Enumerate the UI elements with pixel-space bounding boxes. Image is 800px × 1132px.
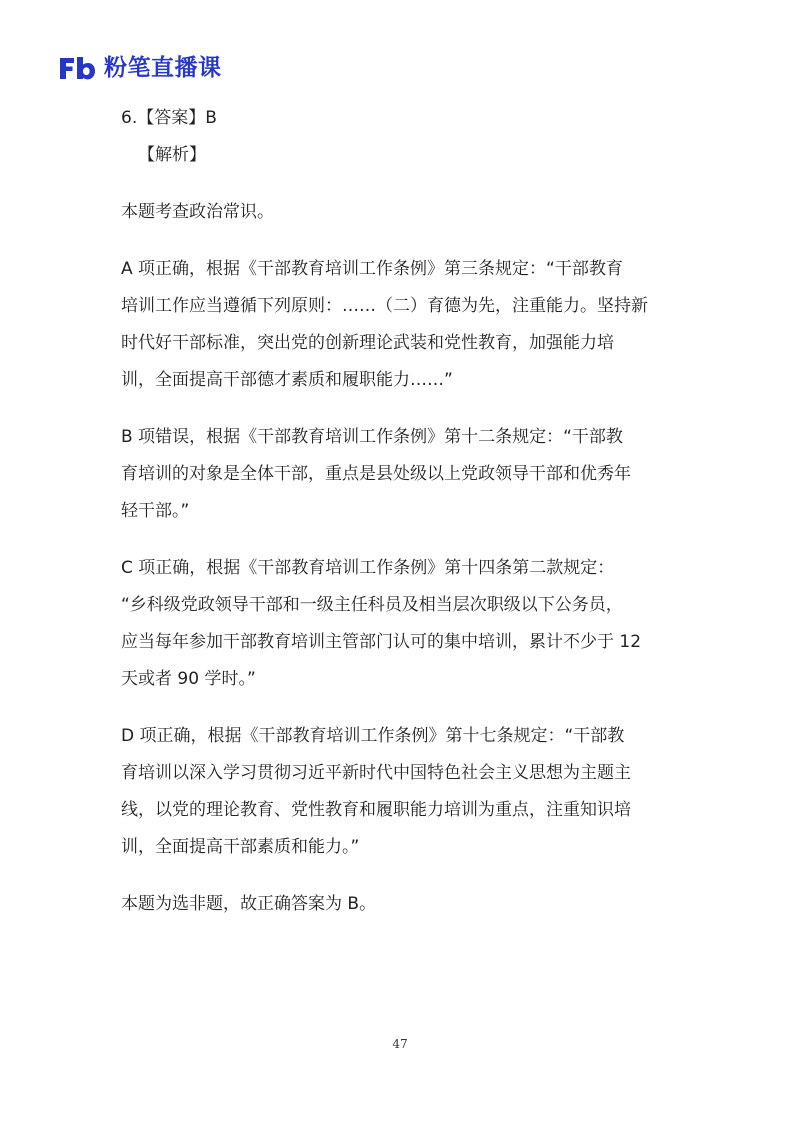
text-line: 训，全面提高干部德才素质和履职能力……” [121,370,453,390]
analysis-label: 【解析】 [138,145,206,165]
answer-heading: 6.【答案】B [121,108,217,128]
text-line: B 项错误，根据《干部教育培训工作条例》第十二条规定：“干部教 [121,427,623,447]
page-number: 47 [392,1037,408,1051]
answer-explanation [121,100,681,923]
text-line: 训，全面提高干部素质和能力。” [121,837,360,857]
text-line: 培训工作应当遵循下列原则：……（二）育德为先，注重能力。坚持新 [121,296,648,316]
option-b-paragraph [121,419,681,530]
text-line: 应当每年参加干部教育培训主管部门认可的集中培训，累计不少于 12 [121,632,642,652]
option-d-paragraph [121,718,681,866]
text-line: 轻干部。” [121,501,190,521]
text-line: 天或者 90 学时。” [121,669,256,689]
fb-logo-icon [57,54,97,82]
conclusion-text: 本题为选非题，故正确答案为 B。 [121,894,377,914]
brand-name: 粉笔直播课 [104,55,222,81]
text-line: “乡科级党政领导干部和一级主任科员及相当层次职级以下公务员， [121,595,623,615]
text-line: 线，以党的理论教育、党性教育和履职能力培训为重点，注重知识培 [121,800,631,820]
text-line: A 项正确，根据《干部教育培训工作条例》第三条规定：“干部教育 [121,259,623,279]
text-line: D 项正确，根据《干部教育培训工作条例》第十七条规定：“干部教 [121,726,625,746]
header-logo [57,52,222,84]
text-line: 育培训以深入学习贯彻习近平新时代中国特色社会主义思想为主题主 [121,763,631,783]
option-a-paragraph [121,251,681,399]
intro-text: 本题考查政治常识。 [121,202,274,222]
text-line: C 项正确，根据《干部教育培训工作条例》第十四条第二款规定： [121,558,615,578]
text-line: 时代好干部标准，突出党的创新理论武装和党性教育，加强能力培 [121,333,614,353]
option-c-paragraph [121,550,681,698]
text-line: 育培训的对象是全体干部，重点是县处级以上党政领导干部和优秀年 [121,464,631,484]
